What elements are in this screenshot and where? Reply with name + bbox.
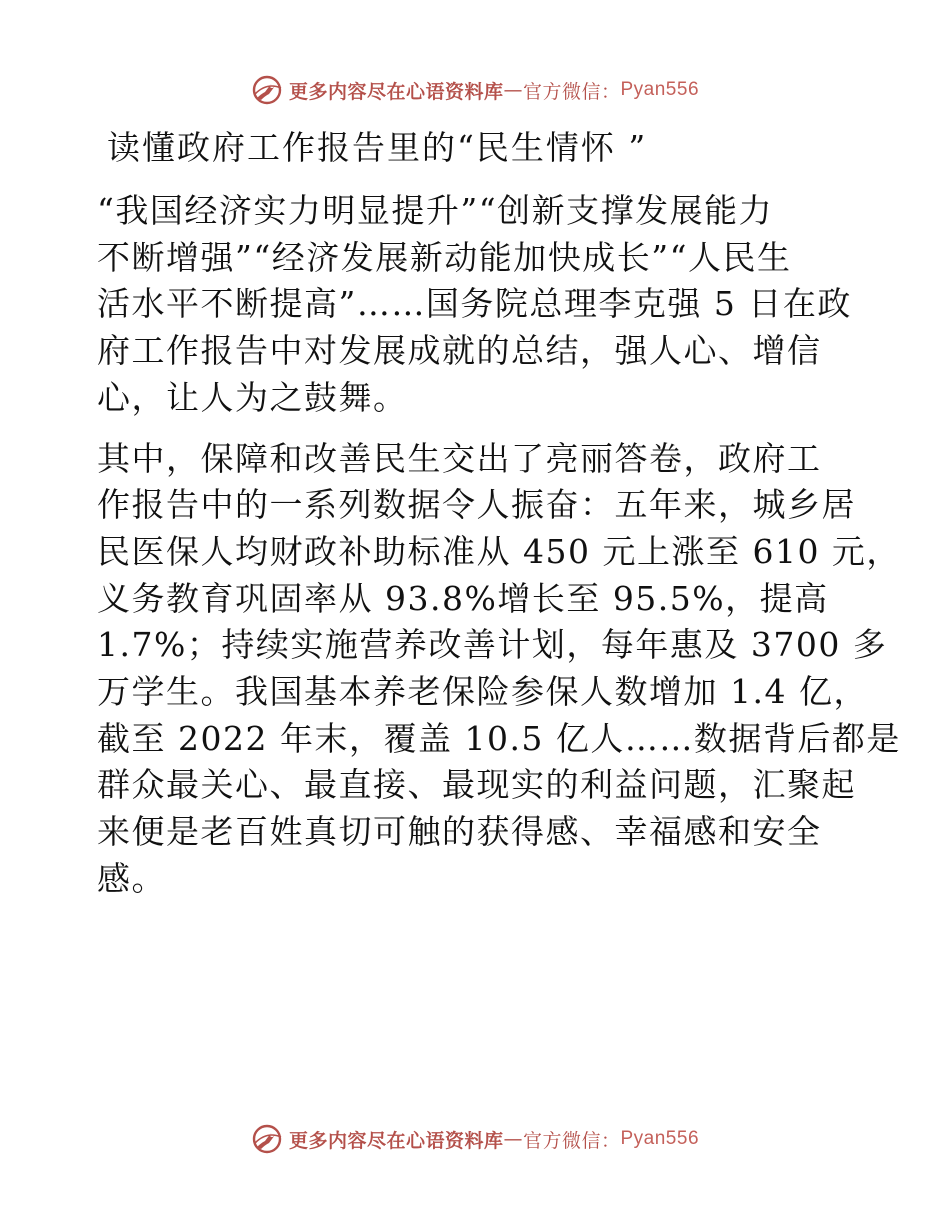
article-title: 读懂政府工作报告里的“民生情怀 ”	[107, 128, 648, 167]
banner-text: 更多内容尽在心语资料库	[288, 1129, 504, 1152]
text-line: 1.7%；持续实施营养改善计划，每年惠及 3700 多	[97, 625, 888, 665]
text-line: 义务教育巩固率从 93.8%增长至 95.5%，提高	[97, 578, 829, 618]
article-body	[97, 120, 901, 903]
text-line: 截至 2022 年末，覆盖 10.5 亿人……数据背后都是	[97, 718, 901, 758]
footer-watermark-banner	[0, 1123, 950, 1155]
text-line: 万学生。我国基本养老保险参保人数增加 1.4 亿，	[97, 672, 868, 712]
text-line: 心，让人为之鼓舞。	[97, 377, 408, 417]
text-line: 不断增强”“经济发展新动能加快成长”“人民生	[97, 237, 792, 277]
banner-wechat-label: 官方微信：	[522, 80, 621, 103]
text-line: 其中，保障和改善民生交出了亮丽答卷，政府工	[97, 438, 822, 478]
header-watermark-banner	[0, 74, 950, 106]
paragraph-1	[97, 188, 857, 422]
text-line: 感。	[97, 858, 166, 898]
text-line: 来便是老百姓真切可触的获得感、幸福感和安全	[97, 812, 822, 852]
text-line: 群众最关心、最直接、最现实的利益问题，汇聚起	[97, 765, 856, 805]
text-line: 作报告中的一系列数据令人振奋：五年来，城乡居	[97, 485, 856, 525]
pen-nib-logo-icon	[251, 1123, 283, 1155]
banner-wechat-label: 官方微信：	[522, 1129, 621, 1152]
banner-text: 更多内容尽在心语资料库	[288, 80, 504, 103]
banner-wechat-id: Pyan556	[620, 79, 700, 100]
paragraph-2	[97, 436, 901, 903]
text-line: 府工作报告中对发展成就的总结，强人心、增信	[97, 331, 822, 371]
text-line: 活水平不断提高”……国务院总理李克强 5 日在政	[97, 284, 852, 324]
banner-separator: —	[503, 1128, 523, 1150]
pen-nib-logo-icon	[251, 74, 283, 106]
text-line: 民医保人均财政补助标准从 450 元上涨至 610 元，	[97, 531, 901, 571]
banner-wechat-id: Pyan556	[620, 1128, 700, 1149]
text-line: “我国经济实力明显提升”“创新支撑发展能力	[97, 191, 774, 230]
banner-separator: —	[503, 79, 523, 101]
